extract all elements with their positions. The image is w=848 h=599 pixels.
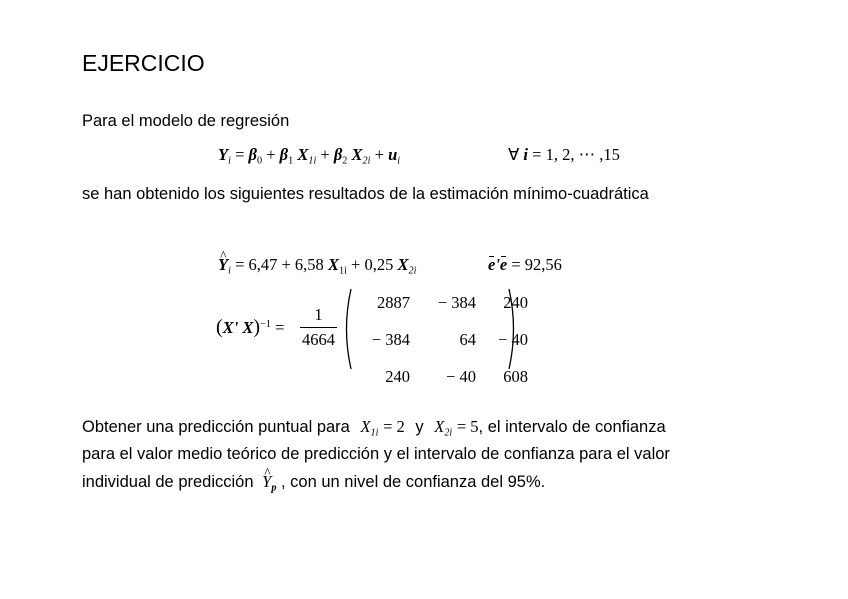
- prime: ': [233, 318, 239, 337]
- var-x1: X: [360, 417, 371, 436]
- sub-2i: 2i: [444, 427, 453, 439]
- task-text: , el intervalo de confianza: [478, 418, 666, 436]
- x1-value: = 2: [383, 417, 405, 436]
- coefficient-2: + 0,25: [351, 255, 394, 274]
- matrix-cell: − 40: [446, 366, 476, 386]
- plus: +: [374, 145, 384, 164]
- sub-1: 1: [288, 155, 294, 167]
- forall-symbol: ∀: [508, 145, 520, 164]
- task-text: individual de predicción: [82, 473, 254, 491]
- intro-text: Para el modelo de regresión: [82, 112, 290, 130]
- sub-1i: 1i: [338, 265, 347, 277]
- matrix: [350, 284, 528, 395]
- matrix-cell: 608: [503, 366, 528, 386]
- matrix-lhs: [216, 316, 284, 339]
- matrix-cell: − 384: [371, 329, 410, 349]
- paren-open: (: [216, 316, 223, 338]
- sse-value: = 92,56: [511, 255, 562, 274]
- sub-2i: 2i: [408, 265, 417, 277]
- sub-1i: 1i: [308, 155, 317, 167]
- results-intro: se han obtenido los siguientes resultados de la estimación mínimo-cuadrática: [82, 185, 649, 203]
- fraction-numerator: 1: [314, 305, 323, 324]
- var-i: i: [523, 145, 529, 164]
- equals: =: [235, 145, 245, 164]
- fraction-denominator: 4664: [300, 327, 337, 350]
- sub-p: p: [271, 482, 277, 494]
- matrix-cell: − 40: [498, 329, 528, 349]
- var-y-hat: ^ Y: [262, 472, 271, 492]
- matrix-cell: 240: [385, 366, 410, 386]
- var-x1: X: [297, 145, 309, 164]
- beta-2: β: [333, 145, 343, 164]
- coefficients: = 6,47 + 6,58: [235, 255, 324, 274]
- var-e-bar: e: [488, 255, 496, 274]
- var-x1: X: [327, 255, 339, 274]
- task-line-3: [82, 472, 545, 492]
- sse-equation: [488, 255, 562, 275]
- sub-i: i: [397, 155, 401, 167]
- sub-0: 0: [256, 155, 263, 167]
- beta-1: β: [279, 145, 289, 164]
- var-x2: X: [397, 255, 409, 274]
- paren-close: ): [253, 316, 261, 338]
- matrix-row: [350, 358, 528, 395]
- var-x: X: [242, 318, 254, 337]
- model-equation: [218, 145, 400, 165]
- page-title: EJERCICIO: [82, 50, 205, 76]
- x2-value: = 5: [456, 417, 479, 436]
- index-range: [508, 145, 620, 165]
- task-line-2: para el valor medio teórico de predicción y el intervalo de confianza para el valor: [82, 445, 670, 463]
- task-text: Obtener una predicción puntual para: [82, 418, 350, 436]
- matrix-cell: 2887: [377, 292, 410, 312]
- exponent: −1: [260, 318, 271, 330]
- estimated-equation: [218, 255, 416, 275]
- beta-0: β: [248, 145, 257, 164]
- equals: =: [275, 318, 285, 337]
- sub-i: i: [228, 265, 231, 277]
- matrix-row: [350, 284, 528, 321]
- conjunction: y: [415, 418, 424, 436]
- sub-2: 2: [342, 155, 348, 167]
- sub-2i: 2i: [362, 155, 371, 167]
- var-x: X: [222, 318, 234, 337]
- task-text: , con un nivel de confianza del 95%.: [281, 473, 546, 491]
- plus: +: [266, 145, 276, 164]
- sub-1i: 1i: [370, 427, 379, 439]
- var-y-hat: ^ Y: [218, 255, 228, 275]
- var-x2: X: [434, 417, 445, 436]
- plus: +: [320, 145, 330, 164]
- range-text: = 1, 2, ⋯ ,15: [532, 145, 620, 164]
- matrix-cell: 64: [459, 329, 476, 349]
- matrix-row: [350, 321, 528, 358]
- var-y: Y: [218, 145, 229, 164]
- var-u: u: [388, 145, 398, 164]
- task-line-1: [82, 417, 666, 437]
- matrix-cell: 240: [503, 292, 528, 312]
- scalar-fraction: [300, 305, 337, 350]
- sub-i: i: [228, 155, 231, 167]
- var-e-bar: e: [499, 255, 508, 274]
- var-x2: X: [351, 145, 363, 164]
- prime: ': [495, 255, 500, 274]
- matrix-cell: − 384: [437, 292, 476, 312]
